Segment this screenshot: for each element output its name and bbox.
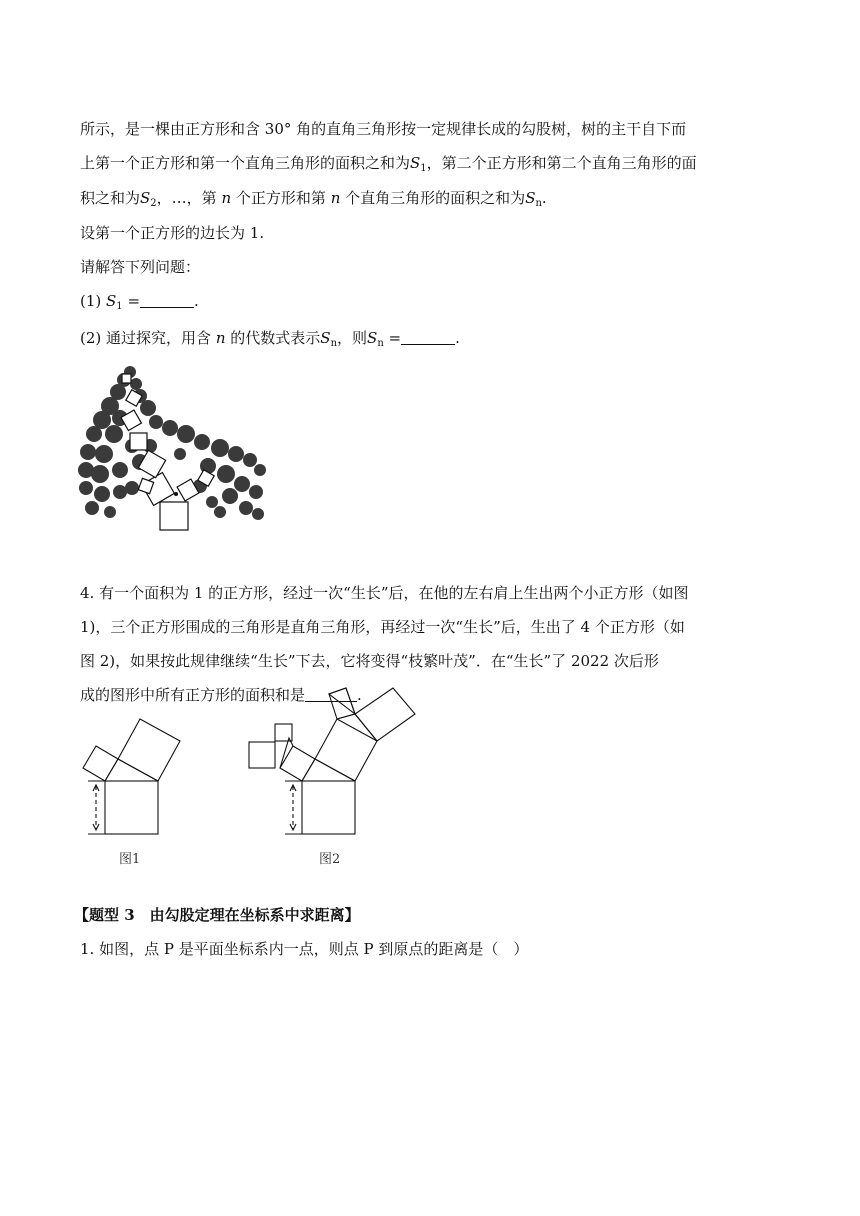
fig1-caption: 图1	[119, 852, 141, 867]
growth-figure-1	[78, 712, 188, 840]
section3-question-1: 1. 如图，点 P 是平面坐标系内一点，则点 P 到原点的距离是（ ）	[80, 940, 529, 958]
pythagoras-tree-figure	[80, 362, 270, 537]
section-heading: 【题型 3 由勾股定理在坐标系中求距离】	[74, 906, 360, 924]
question-2: (2) 通过探究，用含 n 的代数式表示$S_n$，则$S_n$ = .	[80, 329, 460, 349]
problem4-line-2: 1)，三个正方形围成的三角形是直角三角形，再经过一次“生长”后，生出了 4 个正方形（如	[80, 618, 685, 636]
growth-figure-2	[245, 676, 435, 840]
intro-line-3: 积之和为$S_2$，…，第 n 个正方形和第 n 个直角三角形的面积之和为$S_n$.	[80, 189, 547, 209]
answer-blank-1	[140, 293, 194, 308]
intro-line-1: 所示，是一棵由正方形和含 30° 角的直角三角形按一定规律长成的勾股树，树的主干自下而	[80, 120, 687, 138]
intro-line-2: 上第一个正方形和第一个直角三角形的面积之和为$S_1$，第二个正方形和第二个直角三角形的面	[80, 154, 697, 174]
intro-line-5: 请解答下列问题：	[80, 258, 201, 276]
fig2-caption: 图2	[319, 852, 341, 867]
answer-blank-2	[401, 330, 455, 345]
intro-line-4: 设第一个正方形的边长为 1.	[80, 224, 265, 242]
problem4-line-3: 图 2)，如果按此规律继续“生长”下去，它将变得“枝繁叶茂”．在“生长”了 2022 次后形	[80, 652, 659, 670]
question-1: (1) $S_1$ = .	[80, 292, 199, 312]
problem4-line-1: 4. 有一个面积为 1 的正方形，经过一次“生长”后，在他的左右肩上生出两个小正方形（如图	[80, 584, 689, 602]
problem4-line-4: 成的图形中所有正方形的面积和是 .	[80, 686, 362, 704]
